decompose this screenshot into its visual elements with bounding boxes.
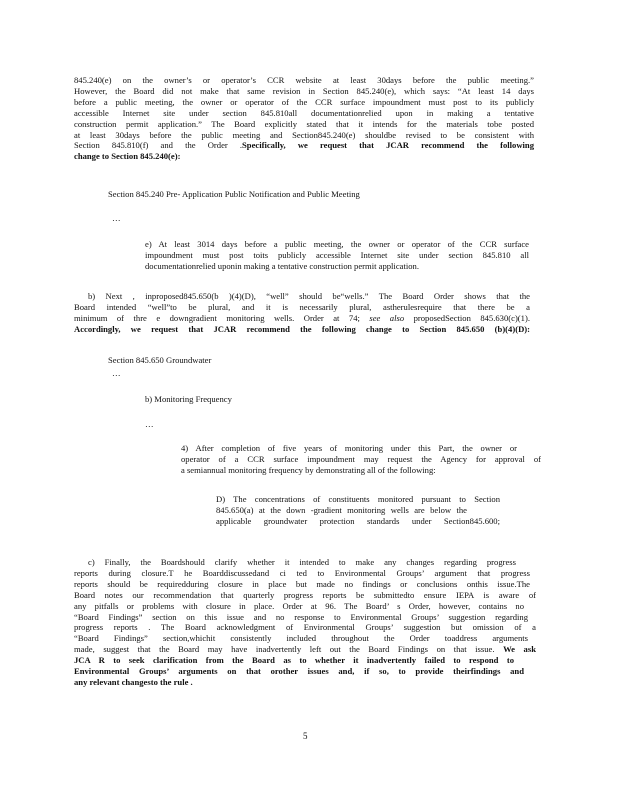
text-line: reports should be requiredduring closure in place but made no findings or conclusions onthis issue.The	[74, 578, 530, 589]
text-run: made, suggest that the Board may have inadvertently left out the Board Findings on that issue.	[74, 644, 495, 655]
text-line: operator of a CCR surface impoundment may request the Agency for approval of	[181, 453, 541, 464]
text-line: reports during closure.T he Boarddiscussedand ci ted to Environmental Groups’ argument that progress	[74, 567, 530, 578]
text-line: documentationrelied uponin making a tentative construction permit application.	[145, 260, 419, 271]
text-line: any pitfalls or problems with closure in place. Order at 96. The Board’ s Order, however, contains no	[74, 600, 524, 611]
section-heading-845-650: Section 845.650 Groundwater	[108, 355, 212, 365]
quoted-rule-845-650-b-4-d	[216, 494, 500, 527]
page-number: 5	[303, 731, 308, 741]
text-line: 4) After completion of five years of monitoring under this Part, the owner or	[181, 443, 517, 453]
text-line: Environmental Groups’ arguments on that orother issues and, if so, to provide theirfindings and	[74, 666, 524, 677]
text-run: Section 845.810(f) and the Order .	[74, 140, 243, 151]
text-line: However, the Board did not make that same revision in Section 845.240(e), which says: “At least 14 days	[74, 85, 534, 96]
paragraph-2	[74, 291, 530, 335]
text-run: minimum of thre e downgradient monitoring wells. Order at 74;	[74, 312, 360, 323]
quoted-rule-845-240-e	[145, 239, 529, 272]
text-line: before a public meeting, the owner or operator of the CCR surface impoundment must post to its publicly	[74, 96, 534, 107]
text-line: change to Section 845.240(e):	[74, 151, 181, 162]
text-line: “Board Findings” section,whichit consistently included throughout the Order toaddress arguments	[74, 633, 528, 644]
text-line: 845.240(e) on the owner’s or operator’s CCR website at least 30days before the public meeting.”	[74, 75, 534, 85]
text-run: proposedSection 845.630(c)(1).	[413, 312, 530, 323]
bold-request: We ask	[503, 644, 536, 655]
text-line: Board notes our recommendation that quarterly progress reports be submittedto ensure IEPA is aware of	[74, 589, 536, 600]
text-line: e) At least 3014 days before a public meeting, the owner or operator of the CCR surface	[145, 239, 529, 249]
text-line: at least 30days before the public meeting and Section845.240(e) shouldbe revised to be consistent with	[74, 129, 534, 140]
ellipsis: …	[112, 213, 121, 223]
text-line: Board intended “well”to be plural, and it is necessarily plural, astherulesrequire that there be a	[74, 301, 530, 312]
text-line: construction permit application.” The Board explicitly stated that it intends for the materials tobe posted	[74, 118, 534, 129]
text-line: Accordingly, we request that JCAR recommend the following change to Section 845.650 (b)(4)(D):	[74, 323, 530, 334]
bold-request: Specifically, we request that JCAR recommend the following	[242, 140, 534, 151]
text-line-mixed	[74, 644, 536, 655]
text-line: “Board Findings” section on this issue and no response to Environmental Groups’ suggestion regarding	[74, 611, 528, 622]
ellipsis: …	[145, 419, 154, 429]
text-line: 845.650(a) at the down -gradient monitoring wells are below the	[216, 504, 467, 515]
ellipsis: …	[112, 368, 121, 378]
paragraph-1	[74, 75, 534, 162]
section-heading-845-240: Section 845.240 Pre- Application Public Notification and Public Meeting	[108, 189, 360, 199]
text-line-mixed	[74, 313, 530, 324]
subsection-b-monitoring-frequency: b) Monitoring Frequency	[145, 394, 232, 404]
text-line: JCA R to seek clarification from the Board as to whether it inadvertently failed to respond to	[74, 655, 514, 666]
text-line-mixed	[74, 140, 534, 151]
text-line: a semiannual monitoring frequency by demonstrating all of the following:	[181, 464, 436, 475]
text-line: D) The concentrations of constituents monitored pursuant to Section	[216, 494, 500, 504]
text-line: any relevant changesto the rule .	[74, 676, 193, 687]
text-line: b) Next , inproposed845.650(b )(4)(D), “well” should be“wells.” The Board Order shows that the	[88, 291, 530, 301]
text-line: applicable groundwater protection standards under Section845.600;	[216, 515, 500, 526]
text-line: impoundment must post toits publicly accessible Internet site under section 845.810 all	[145, 249, 529, 260]
text-line: c) Finally, the Boardshould clarify whether it intended to make any changes regarding progress	[88, 557, 516, 567]
quoted-rule-845-650-b-4	[181, 443, 541, 476]
text-line: accessible Internet site under section 845.810all documentationrelied upon in making a tentative	[74, 107, 534, 118]
paragraph-3	[74, 557, 536, 688]
text-line: progress reports . The Board acknowledgment of Environmental Groups’ suggestion but omission of a	[74, 622, 536, 633]
italic-see-also: see also	[369, 312, 405, 323]
